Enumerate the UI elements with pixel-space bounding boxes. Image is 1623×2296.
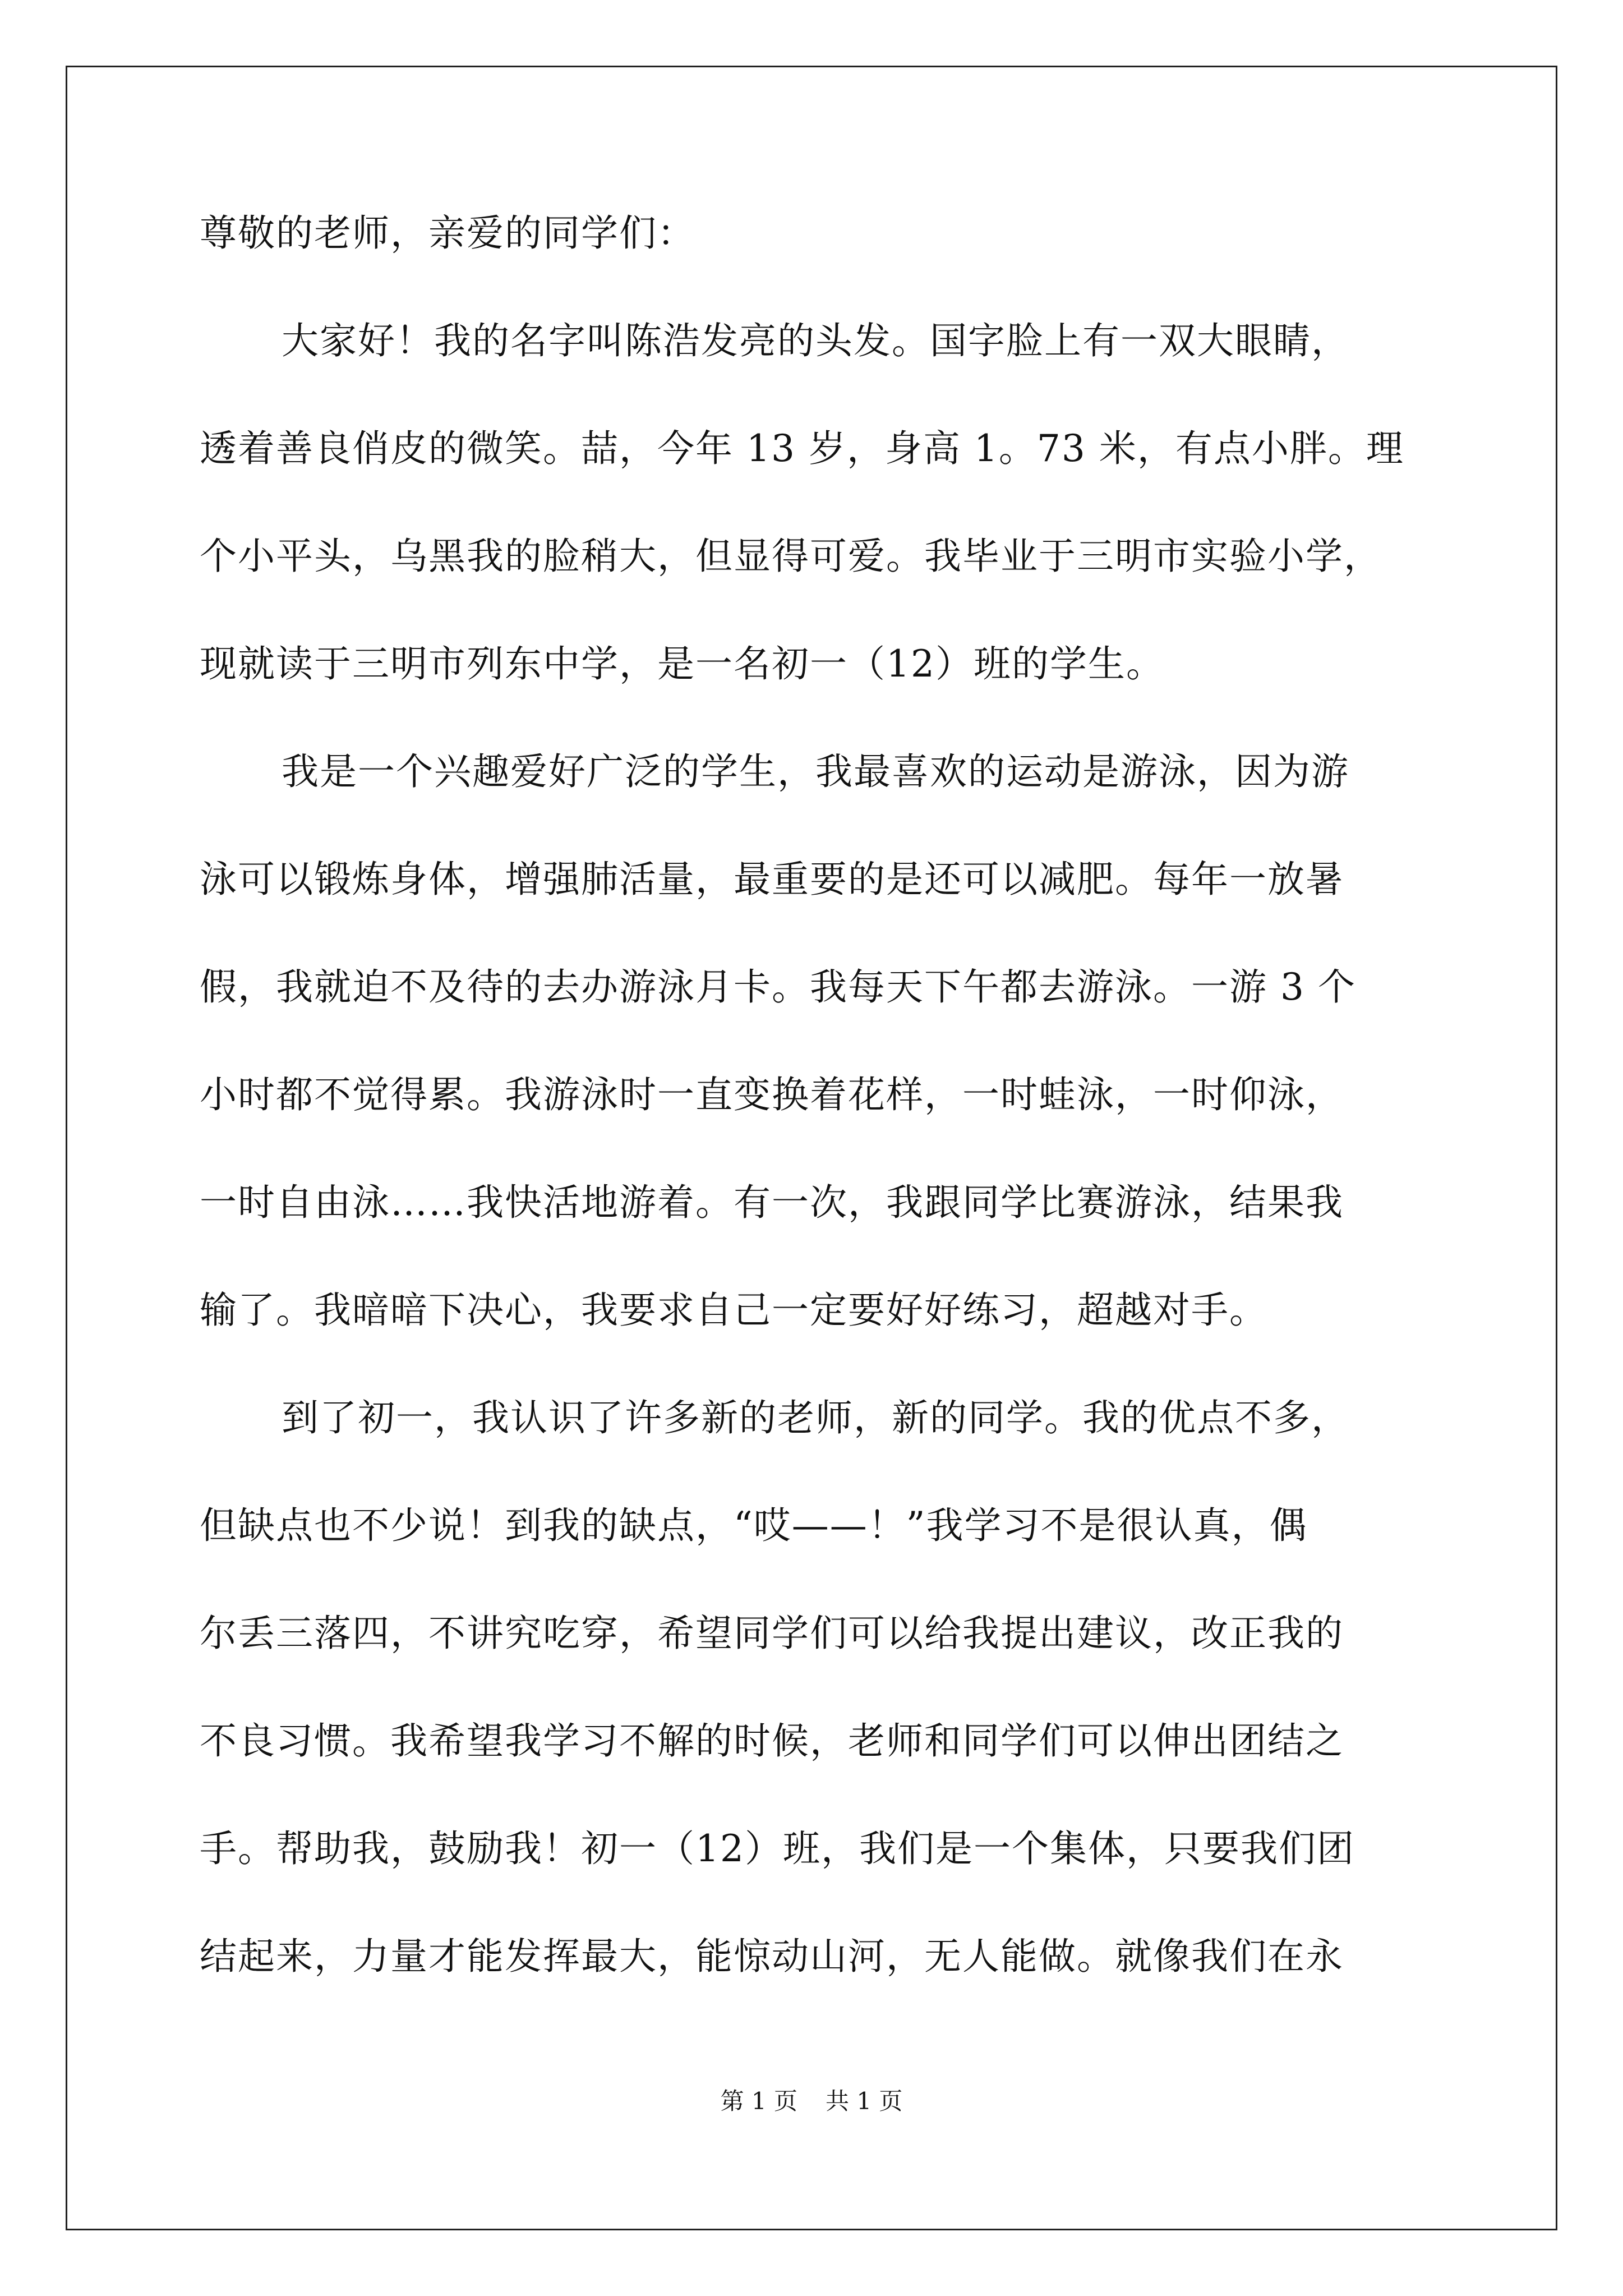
paragraph-line: 结起来，力量才能发挥最大，能惊动山河，无人能做。就像我们在永 bbox=[200, 1935, 1344, 1978]
paragraph-line: 泳可以锻炼身体，增强肺活量，最重要的是还可以减肥。每年一放暑 bbox=[200, 858, 1344, 901]
paragraph-line: 大家好！我的名字叫陈浩发亮的头发。国字脸上有一双大眼睛， bbox=[282, 319, 1349, 362]
paragraph-line: 到了初一，我认识了许多新的老师，新的同学。我的优点不多， bbox=[282, 1396, 1349, 1439]
paragraph-line: 小时都不觉得累。我游泳时一直变换着花样，一时蛙泳，一时仰泳， bbox=[200, 1073, 1344, 1116]
paragraph-line: 不良习惯。我希望我学习不解的时候，老师和同学们可以伸出团结之 bbox=[200, 1719, 1344, 1763]
paragraph-line: 但缺点也不少说！到我的缺点，“哎——！”我学习不是很认真，偶 bbox=[200, 1504, 1308, 1547]
paragraph-line: 一时自由泳……我快活地游着。有一次，我跟同学比赛游泳，结果我 bbox=[200, 1181, 1344, 1224]
paragraph-3 bbox=[200, 1396, 1433, 2046]
document-body bbox=[200, 211, 1433, 2046]
page-number: 第 1 页 bbox=[720, 2087, 797, 2115]
paragraph-2 bbox=[200, 750, 1433, 1400]
paragraph-line: 输了。我暗暗下决心，我要求自己一定要好好练习，超越对手。 bbox=[200, 1289, 1267, 1332]
paragraph-line: 假，我就迫不及待的去办游泳月卡。我每天下午都去游泳。一游 3 个 bbox=[200, 965, 1356, 1009]
paragraph-line: 现就读于三明市列东中学，是一名初一（12）班的学生。 bbox=[200, 642, 1164, 685]
paragraph-line: 我是一个兴趣爱好广泛的学生，我最喜欢的运动是游泳，因为游 bbox=[282, 750, 1349, 793]
page-footer bbox=[0, 2088, 1623, 2115]
paragraph-1 bbox=[200, 319, 1433, 753]
page-total: 共 1 页 bbox=[826, 2087, 903, 2115]
paragraph-line: 个小平头，乌黑我的脸稍大，但显得可爱。我毕业于三明市实验小学， bbox=[200, 535, 1382, 578]
paragraph-line: 尔丢三落四，不讲究吃穿，希望同学们可以给我提出建议，改正我的 bbox=[200, 1612, 1344, 1655]
salutation-line: 尊敬的老师，亲爱的同学们： bbox=[200, 211, 695, 255]
paragraph-line: 手。帮助我，鼓励我！初一（12）班，我们是一个集体，只要我们团 bbox=[200, 1827, 1355, 1870]
paragraph-line: 透着善良俏皮的微笑。喆，今年 13 岁，身高 1。73 米，有点小胖。理 bbox=[200, 427, 1404, 470]
